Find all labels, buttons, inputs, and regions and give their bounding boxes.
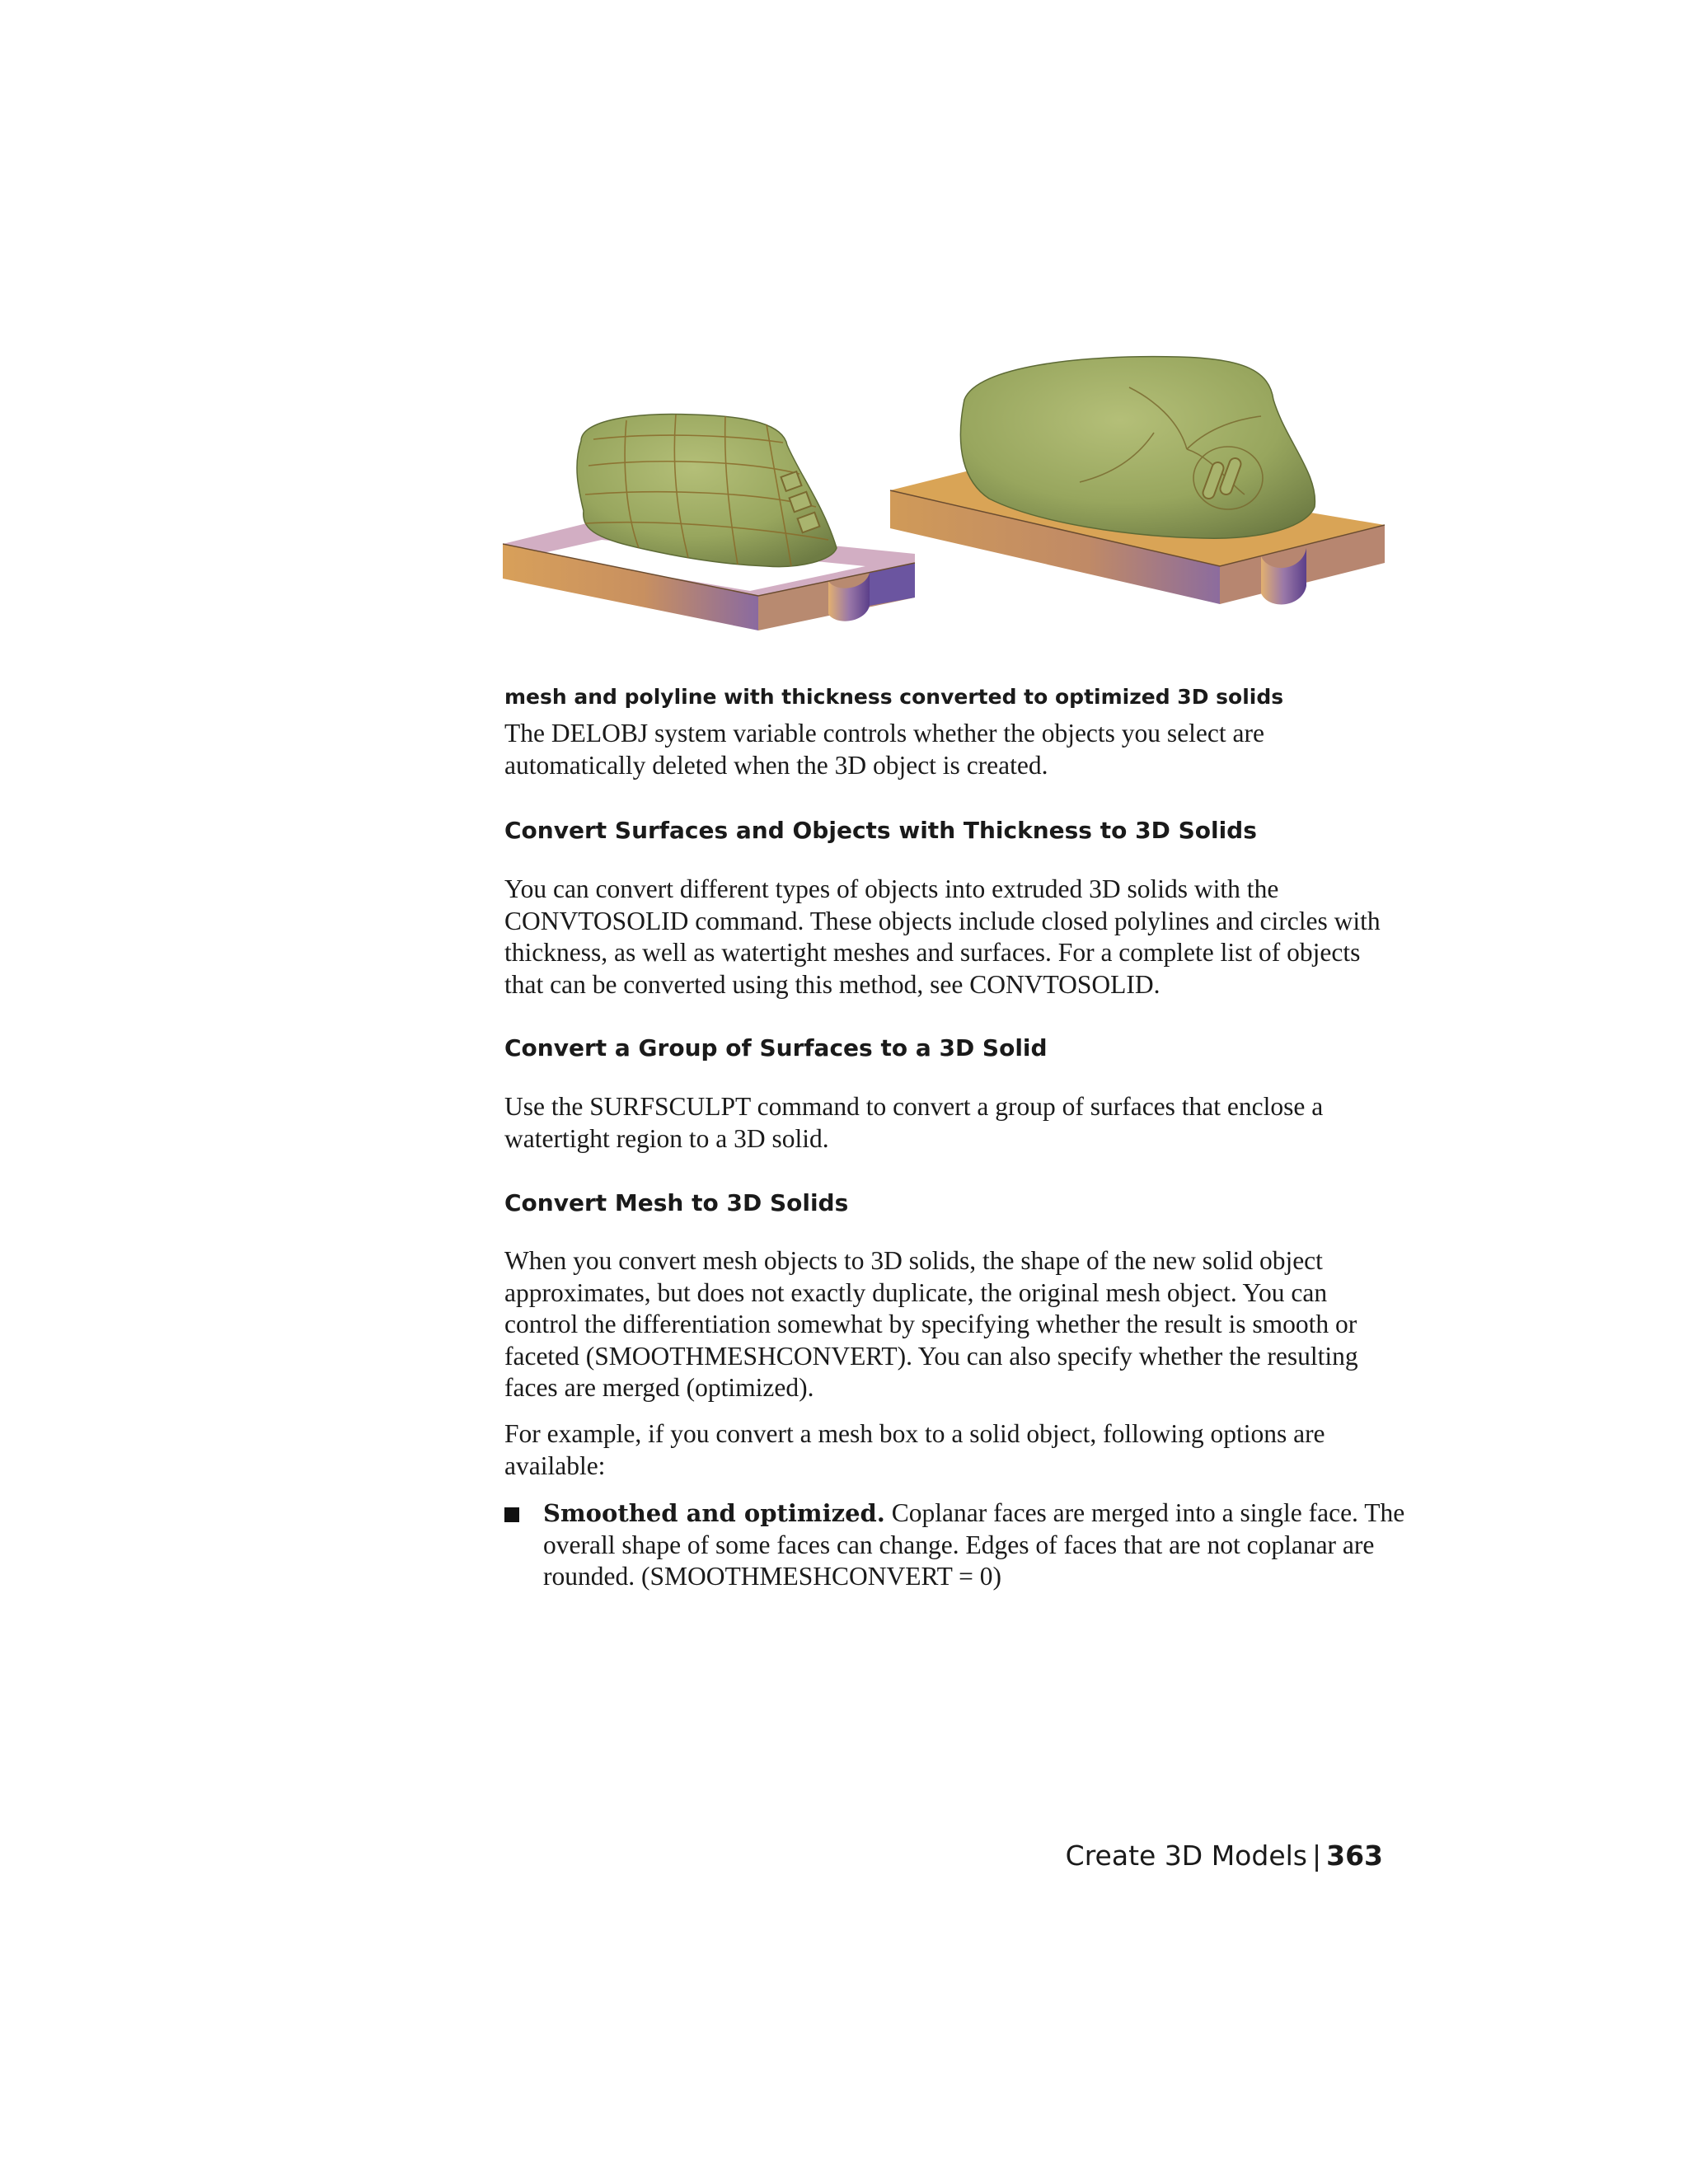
- page-number: 363: [1326, 1840, 1383, 1872]
- bullet-square-icon: [504, 1507, 519, 1522]
- heading-group-surfaces: Convert a Group of Surfaces to a 3D Solid: [504, 1034, 1048, 1062]
- figure-mesh-to-solid: [503, 342, 1389, 680]
- list-item-text: [543, 1497, 1417, 1593]
- list-item-body: Coplanar faces are merged into a single face. The overall shape of some faces can change. Edges of faces that are not coplanar are rounded. (SMOOTHMESHCONVERT = 0): [543, 1498, 1405, 1591]
- paragraph-mesh-convert: When you convert mesh objects to 3D solids, the shape of the new solid object approximates, but does not exactly duplicate, the original mesh object. You can control the differentiation somewhat by specifying whether the result is smooth or faceted (SMOOTHMESHCONVERT). You can also specify whether the resulting faces are merged (optimized).: [504, 1246, 1358, 1402]
- page-footer: [1066, 1838, 1383, 1874]
- footer-separator: |: [1311, 1840, 1322, 1872]
- paragraph-convtosolid: You can convert different types of objects into extruded 3D solids with the CONVTOSOLID command. These objects include closed polylines and circles with thickness, as well as watertight meshes and surfaces. For a complete list of objects that can be converted using this method, see CONVTOSOLID.: [504, 874, 1381, 999]
- list-item-lead: Smoothed and optimized.: [543, 1499, 885, 1527]
- figure-illustration: [503, 342, 1389, 680]
- paragraph-delobj: The DELOBJ system variable controls whether the objects you select are automatically deleted when the 3D object is created.: [504, 719, 1264, 780]
- heading-mesh-to-solid: Convert Mesh to 3D Solids: [504, 1189, 849, 1216]
- paragraph-example: For example, if you convert a mesh box to a solid object, following options are available:: [504, 1419, 1325, 1480]
- footer-section-title: Create 3D Models: [1065, 1840, 1307, 1872]
- paragraph-surfsculpt: Use the SURFSCULPT command to convert a group of surfaces that enclose a watertight region to a 3D solid.: [504, 1092, 1324, 1153]
- heading-surfaces-thickness: Convert Surfaces and Objects with Thickness to 3D Solids: [504, 817, 1257, 844]
- figure-caption: mesh and polyline with thickness converted to optimized 3D solids: [504, 685, 1284, 709]
